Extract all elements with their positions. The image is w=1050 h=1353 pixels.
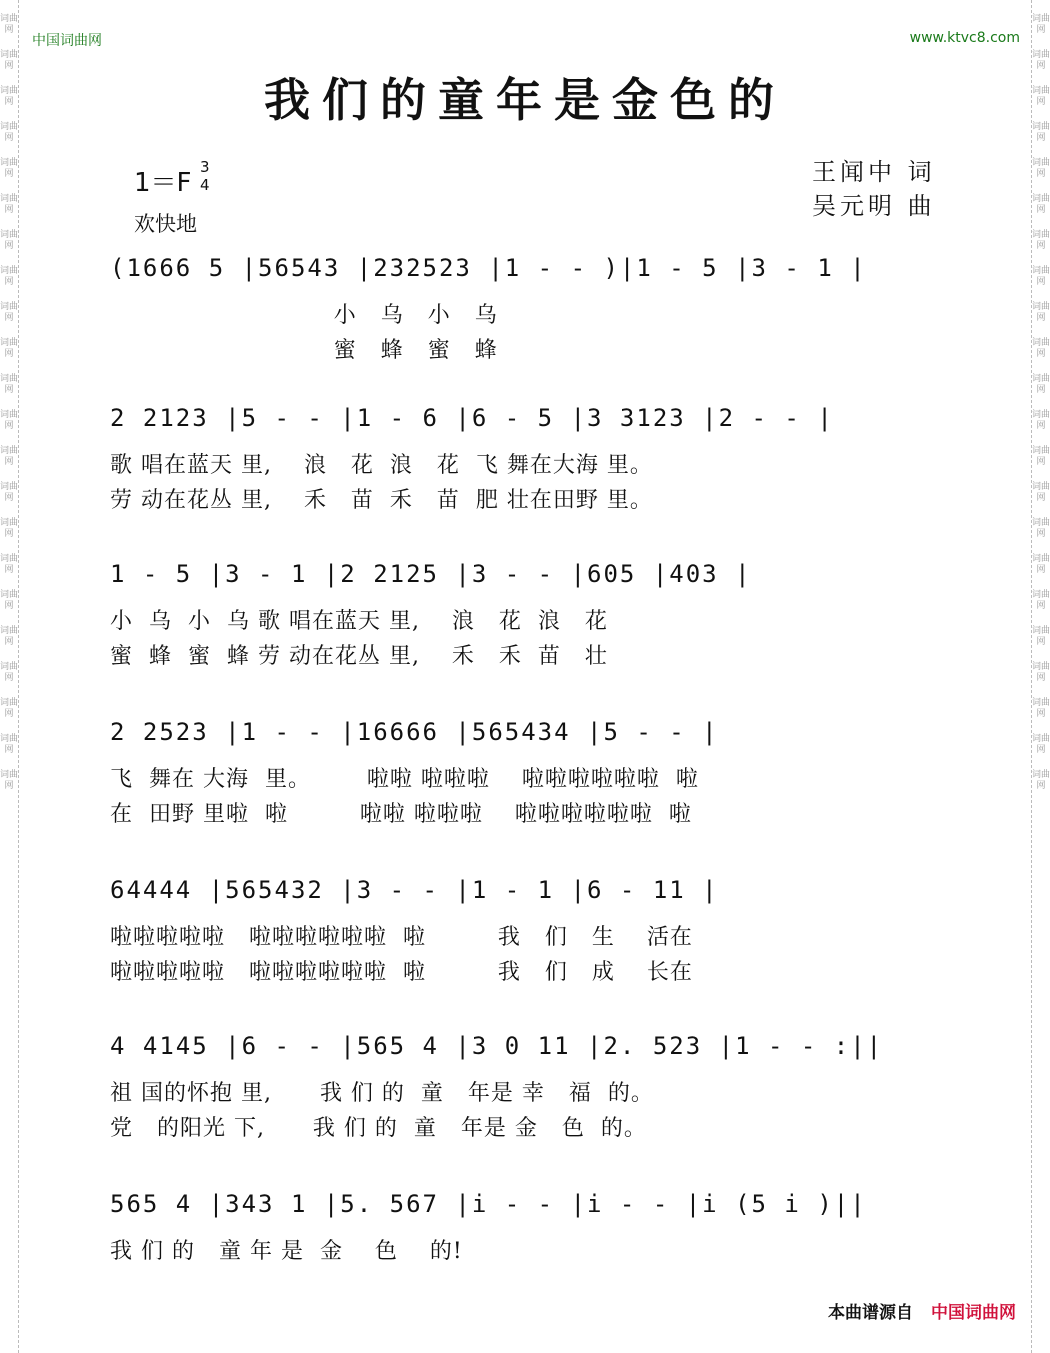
side-watermark-text: 词曲网 [0, 86, 19, 107]
lyric-line: 党 的阳光 下, 我 们 的 童 年是 金 色 的。 [110, 1116, 647, 1141]
lyric-line: 小 乌 小 乌 歌 唱在蓝天 里, 浪 花 浪 花 [110, 609, 608, 634]
key-signature: 1＝F [134, 168, 192, 198]
side-watermark-text: 词曲网 [1032, 86, 1050, 107]
notation-text: 1 - 5 |3 - 1 |2 2125 |3 - - |605 |403 | [110, 560, 752, 588]
side-watermark-text: 词曲网 [0, 158, 19, 179]
side-watermark-text: 词曲网 [1032, 230, 1050, 251]
song-title: 我们的童年是金色的 [264, 73, 786, 127]
notation-text: 2 2523 |1 - - |16666 |565434 |5 - - | [110, 718, 719, 746]
side-watermark-text: 词曲网 [0, 770, 19, 791]
lyric-line: 歌 唱在蓝天 里, 浪 花 浪 花 飞 舞在大海 里。 [110, 453, 653, 478]
side-watermark-text: 词曲网 [0, 50, 19, 71]
side-watermark-text: 词曲网 [0, 590, 19, 611]
side-watermark-text: 词曲网 [0, 734, 19, 755]
side-watermark-text: 词曲网 [1032, 554, 1050, 575]
side-watermark-text: 词曲网 [0, 194, 19, 215]
lyric-line: 蜜 蜂 蜜 蜂 劳 动在花丛 里, 禾 禾 苗 壮 [110, 644, 608, 669]
notes-line [110, 1032, 960, 1072]
side-watermark-text: 词曲网 [1032, 302, 1050, 323]
footer-brand-link[interactable]: 中国词曲网 [931, 1303, 1016, 1323]
side-watermark-text: 词曲网 [1032, 662, 1050, 683]
lyric-line: 啦啦啦啦啦 啦啦啦啦啦啦 啦 我 们 生 活在 [110, 925, 693, 950]
side-watermark-text: 词曲网 [0, 662, 19, 683]
side-watermark-text: 词曲网 [0, 302, 19, 323]
side-watermark-text: 词曲网 [1032, 158, 1050, 179]
lyricist-credit: 王闻中 词 [812, 158, 936, 186]
footer-source-label: 本曲谱源自 [828, 1303, 913, 1323]
notation-text: 2 2123 |5 - - |1 - 6 |6 - 5 |3 3123 |2 - - | [110, 404, 834, 432]
notes-line [110, 876, 960, 916]
notation-text: 565 4 |343 1 |5. 567 |i - - |i - - |i (5 i )|| [110, 1190, 867, 1218]
meter-bottom: 4 [200, 176, 210, 194]
notes-line [110, 254, 960, 294]
side-watermark-text: 词曲网 [1032, 626, 1050, 647]
side-watermark-text: 词曲网 [0, 338, 19, 359]
side-watermark-text: 词曲网 [1032, 590, 1050, 611]
lyric-line: 我 们 的 童 年 是 金 色 的! [110, 1239, 463, 1264]
left-watermark-strip [0, 0, 19, 1353]
side-watermark-text: 词曲网 [1032, 266, 1050, 287]
site-name-link[interactable]: 中国词曲网 [32, 33, 102, 49]
side-watermark-text: 词曲网 [0, 410, 19, 431]
side-watermark-text: 词曲网 [1032, 734, 1050, 755]
time-signature [200, 158, 210, 194]
meter-top: 3 [200, 158, 210, 176]
side-watermark-text: 词曲网 [0, 122, 19, 143]
side-watermark-text: 词曲网 [0, 698, 19, 719]
lyric-line: 飞 舞在 大海 里。 啦啦 啦啦啦 啦啦啦啦啦啦 啦 [110, 767, 699, 792]
side-watermark-text: 词曲网 [1032, 482, 1050, 503]
side-watermark-text: 词曲网 [0, 374, 19, 395]
side-watermark-text: 词曲网 [0, 14, 19, 35]
notation-text: 4 4145 |6 - - |565 4 |3 0 11 |2. 523 |1 - - :|| [110, 1032, 884, 1060]
notation-text: (1666 5 |56543 |232523 |1 - - )|1 - 5 |3 - 1 | [110, 254, 867, 282]
side-watermark-text: 词曲网 [1032, 698, 1050, 719]
composer-credit: 吴元明 曲 [812, 192, 936, 220]
side-watermark-text: 词曲网 [1032, 446, 1050, 467]
notes-line [110, 560, 960, 600]
notes-line [110, 718, 960, 758]
side-watermark-text: 词曲网 [1032, 122, 1050, 143]
side-watermark-text: 词曲网 [0, 482, 19, 503]
lyric-line: 劳 动在花丛 里, 禾 苗 禾 苗 肥 壮在田野 里。 [110, 488, 653, 513]
side-watermark-text: 词曲网 [1032, 374, 1050, 395]
side-watermark-text: 词曲网 [0, 554, 19, 575]
site-url-link[interactable]: www.ktvc8.com [909, 30, 1020, 46]
side-watermark-text: 词曲网 [0, 446, 19, 467]
side-watermark-text: 词曲网 [0, 266, 19, 287]
notes-line [110, 404, 960, 444]
side-watermark-text: 词曲网 [1032, 194, 1050, 215]
side-watermark-text: 词曲网 [1032, 518, 1050, 539]
lyric-line: 小 乌 小 乌 [110, 303, 498, 328]
lyric-line: 蜜 蜂 蜜 蜂 [110, 338, 498, 363]
lyric-line: 在 田野 里啦 啦 啦啦 啦啦啦 啦啦啦啦啦啦 啦 [110, 802, 692, 827]
side-watermark-text: 词曲网 [1032, 410, 1050, 431]
lyric-line: 啦啦啦啦啦 啦啦啦啦啦啦 啦 我 们 成 长在 [110, 960, 693, 985]
side-watermark-text: 词曲网 [1032, 770, 1050, 791]
side-watermark-text: 词曲网 [1032, 338, 1050, 359]
lyric-line: 祖 国的怀抱 里, 我 们 的 童 年是 幸 福 的。 [110, 1081, 654, 1106]
right-watermark-strip [1031, 0, 1050, 1353]
side-watermark-text: 词曲网 [1032, 50, 1050, 71]
side-watermark-text: 词曲网 [0, 626, 19, 647]
side-watermark-text: 词曲网 [0, 518, 19, 539]
footer-source [828, 1298, 1016, 1323]
side-watermark-text: 词曲网 [1032, 14, 1050, 35]
side-watermark-text: 词曲网 [0, 230, 19, 251]
notes-line [110, 1190, 960, 1230]
notation-text: 64444 |565432 |3 - - |1 - 1 |6 - 11 | [110, 876, 719, 904]
tempo-marking: 欢快地 [134, 212, 197, 236]
